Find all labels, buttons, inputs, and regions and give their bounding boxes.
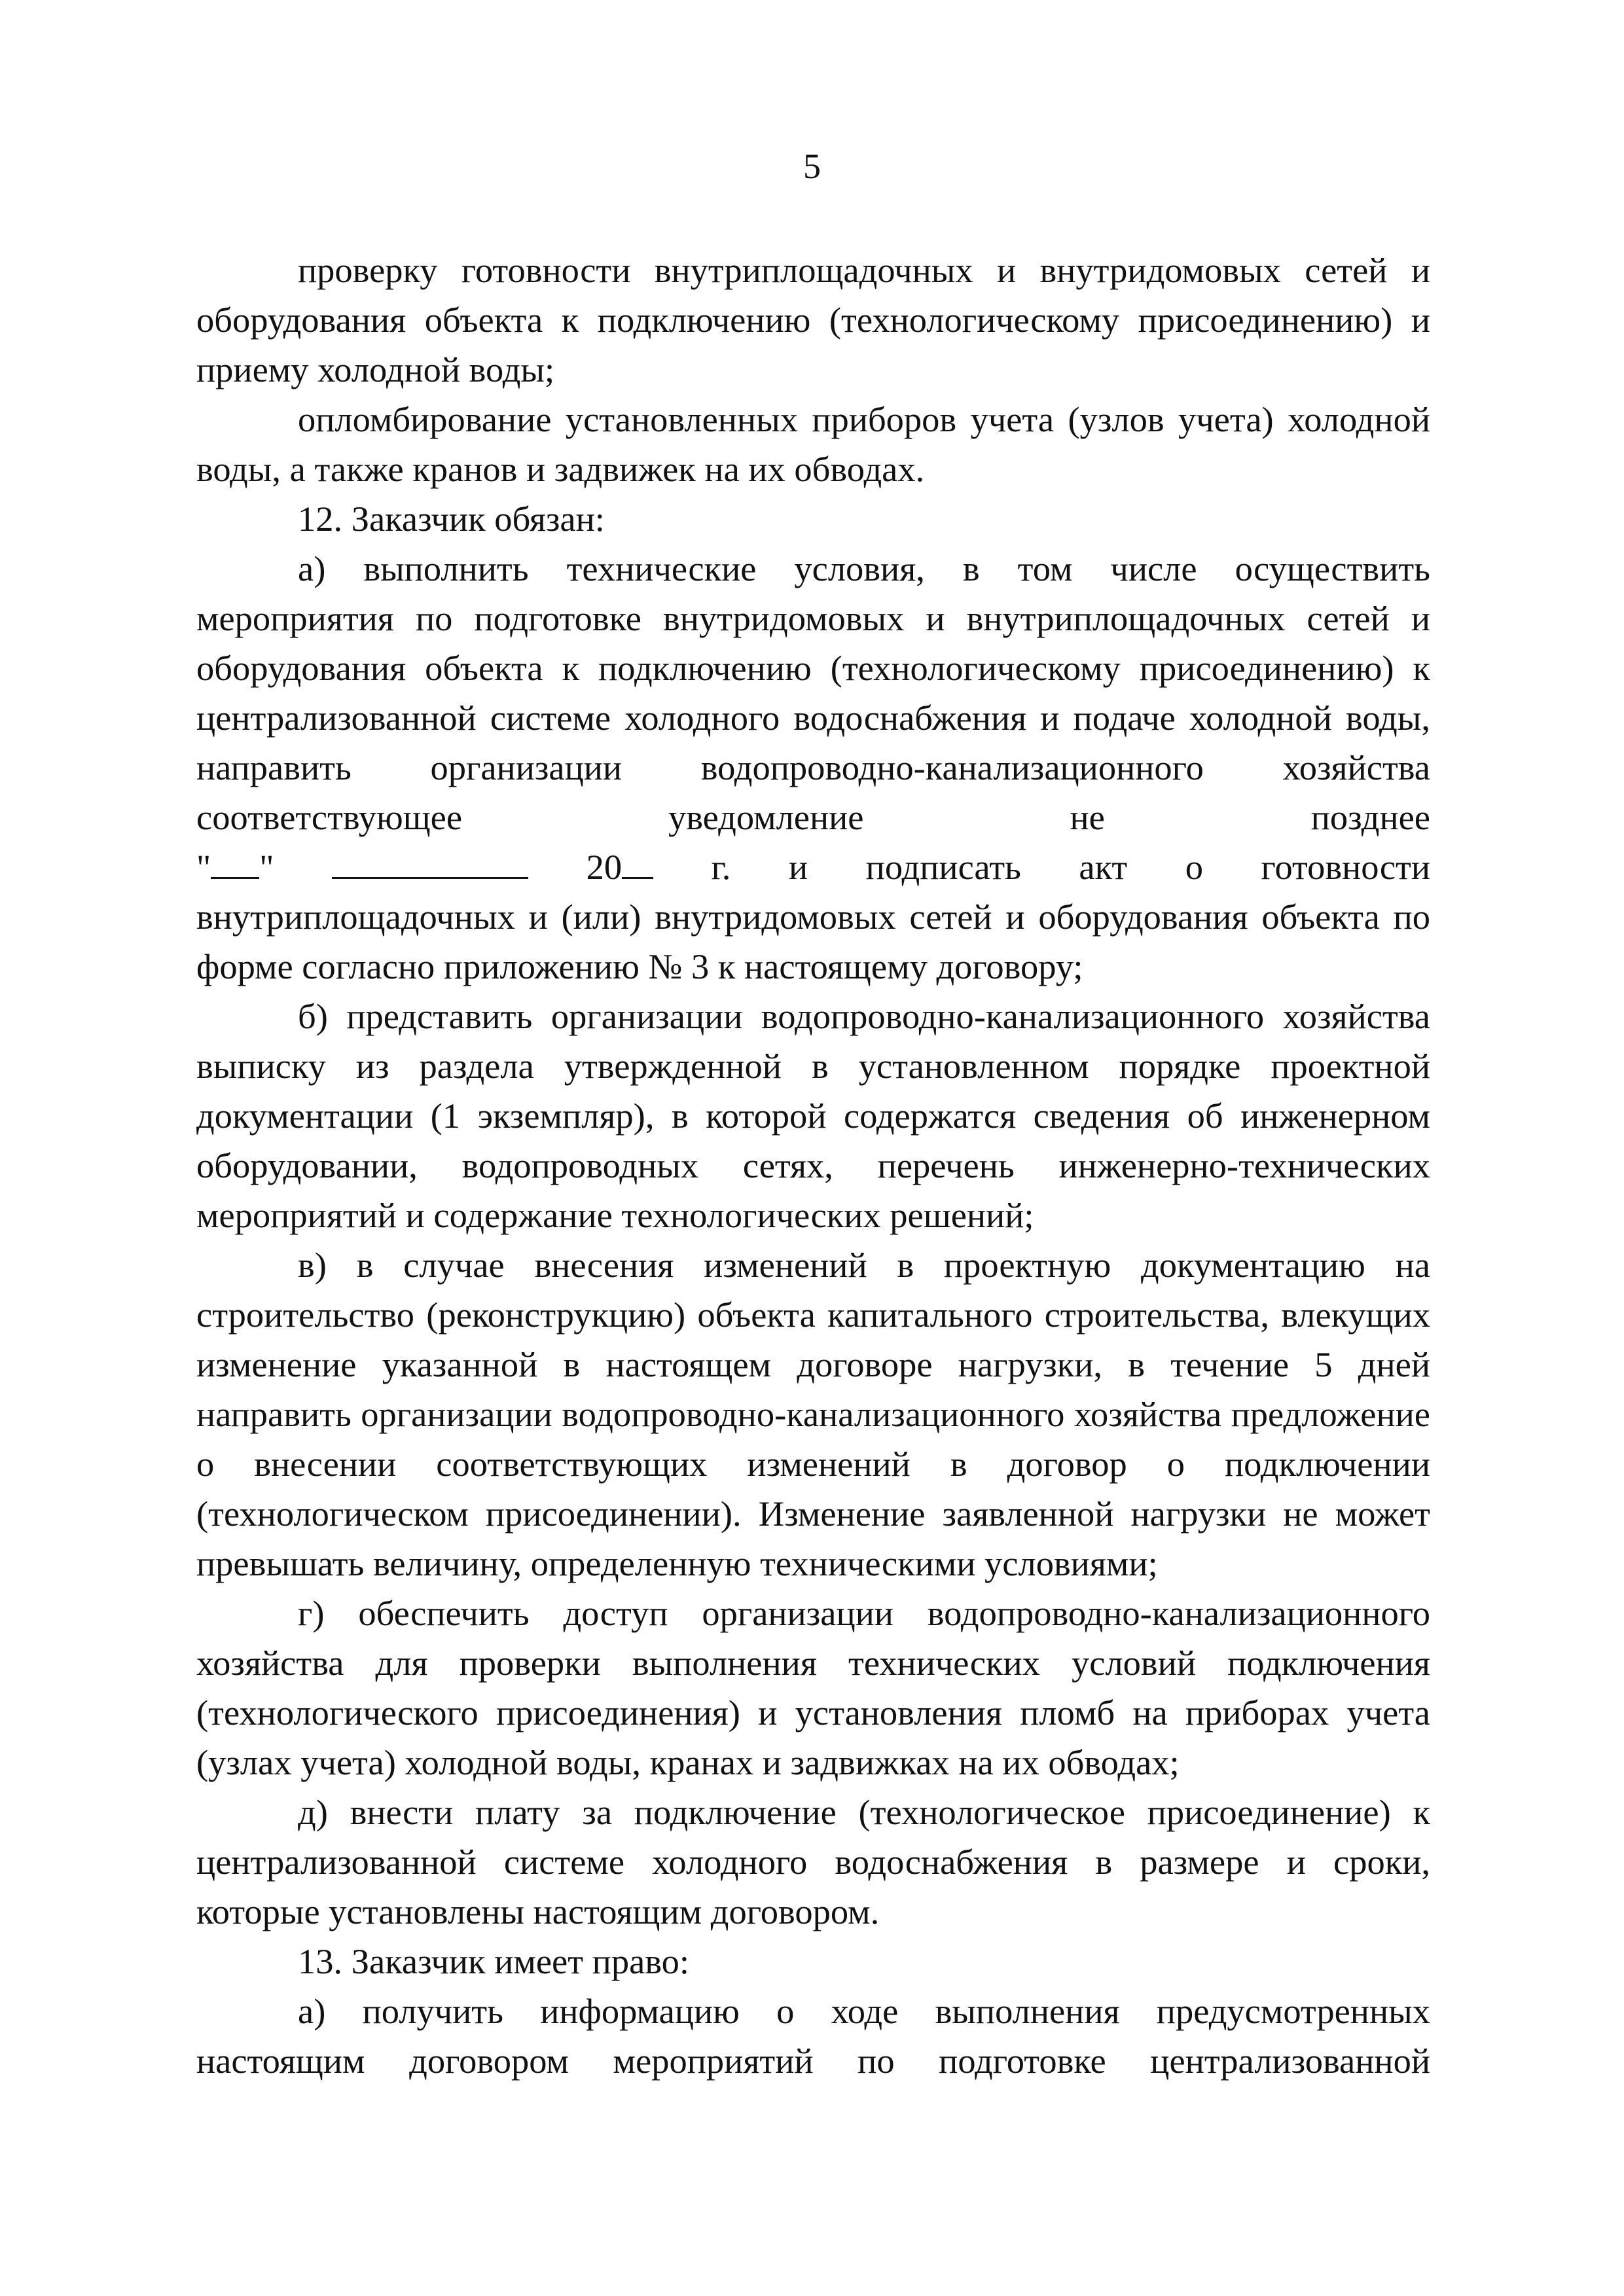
paragraph: проверку готовности внутриплощадочных и внутридомовых сетей и оборудования объекта к подключению (технологическому присоединению) и приему холодной воды; <box>196 250 1430 389</box>
date-fill-line <box>196 842 1430 892</box>
year-prefix: 20 <box>586 847 623 887</box>
paragraph <box>196 544 1430 842</box>
paragraph: в) в случае внесения изменений в проектную документацию на строительство (реконструкцию) объекта капитального строительства, влекущих изменение указанной в настоящем договоре нагрузки, в течение 5 дней направить организации водопроводно-канализационного хозяйства предложение о внесении соответствующих изменений в договор о подключении (технологическом присоединении). Изменение заявленной нагрузки не может превышать величину, определенную техническими условиями; <box>196 1245 1430 1583</box>
page-number: 5 <box>803 147 821 186</box>
section-heading: 13. Заказчик имеет право: <box>298 1941 690 1981</box>
date-line-tail: и подписать акт о готовности <box>788 847 1431 887</box>
year-blank <box>622 844 653 879</box>
document-body <box>196 245 1430 2086</box>
paragraph: опломбирование установленных приборов учета (узлов учета) холодной воды, а также кранов и задвижек на их обводах. <box>196 399 1430 489</box>
paragraph: д) внести плату за подключение (технологическое присоединение) к централизованной системе холодного водоснабжения в размере и сроки, которые установлены настоящим договором. <box>196 1792 1430 1931</box>
paragraph-text: а) получить информацию о ходе выполнения предусмотренных настоящим договором мероприятий по подготовке централизованной <box>196 1991 1430 2081</box>
day-blank <box>211 844 259 879</box>
paragraph <box>196 1986 1430 2086</box>
paragraph-text: а) выполнить технические условия, в том числе осуществить мероприятия по подготовке внутридомовых и внутриплощадочных сетей и оборудования объекта к подключению (технологическому присоединению) к централизованной системе холодного водоснабжения и подаче холодной воды, направить организации водопроводно-канализационного хозяйства соответствующее уведомление не позднее <box>196 548 1430 837</box>
section-heading: 12. Заказчик обязан: <box>298 499 605 539</box>
quote-close: " <box>259 847 274 887</box>
paragraph: б) представить организации водопроводно-канализационного хозяйства выписку из раздела утвержденной в установленном порядке проектной документации (1 экземпляр), в которой содержатся сведения об инженерном оборудовании, водопроводных сетях, перечень инженерно-технических мероприятий и содержание технологических решений; <box>196 996 1430 1235</box>
paragraph: внутриплощадочных и (или) внутридомовых сетей и оборудования объекта по форме согласно приложению № 3 к настоящему договору; <box>196 897 1430 986</box>
month-blank <box>332 844 528 879</box>
year-suffix: г. <box>711 847 731 887</box>
quote-open: " <box>196 847 211 887</box>
paragraph: г) обеспечить доступ организации водопроводно-канализационного хозяйства для проверки выполнения технических условий подключения (технологического присоединения) и установления пломб на приборах учета (узлах учета) холодной воды, кранах и задвижках на их обводах; <box>196 1593 1430 1782</box>
